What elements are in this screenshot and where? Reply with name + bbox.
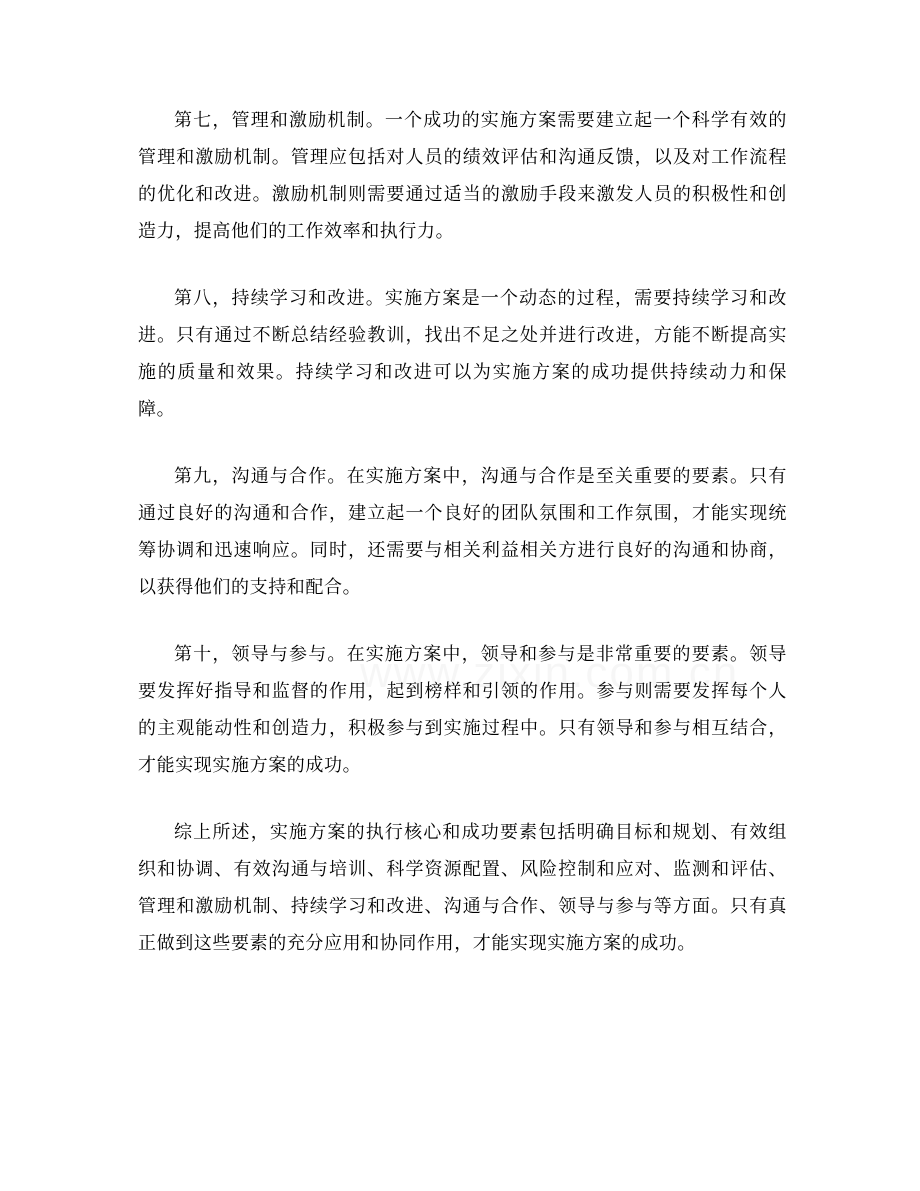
paragraph-summary: 综上所述，实施方案的执行核心和成功要素包括明确目标和规划、有效组织和协调、有效沟通与培训、科学资源配置、风险控制和应对、监测和评估、管理和激励机制、持续学习和改进、沟通与合作、领导与参与等方面。只有真正做到这些要素的充分应用和协同作用，才能实现实施方案的成功。 [138,822,787,954]
paragraph-9-communication-cooperation: 第九，沟通与合作。在实施方案中，沟通与合作是至关重要的要素。只有通过良好的沟通和合作，建立起一个良好的团队氛围和工作氛围，才能实现统筹协调和迅速响应。同时，还需要与相关利益相关方进行良好的沟通和协商，以获得他们的支持和配合。 [138,466,787,598]
paragraph-7-management-incentive: 第七，管理和激励机制。一个成功的实施方案需要建立起一个科学有效的管理和激励机制。管理应包括对人员的绩效评估和沟通反馈，以及对工作流程的优化和改进。激励机制则需要通过适当的激励手段来激发人员的积极性和创造力，提高他们的工作效率和执行力。 [138,110,787,242]
document-body [138,102,787,992]
paragraph-8-continuous-learning: 第八，持续学习和改进。实施方案是一个动态的过程，需要持续学习和改进。只有通过不断总结经验教训，找出不足之处并进行改进，方能不断提高实施的质量和效果。持续学习和改进可以为实施方案的成功提供持续动力和保障。 [138,288,787,420]
paragraph-10-leadership-participation: 第十，领导与参与。在实施方案中，领导和参与是非常重要的要素。领导要发挥好指导和监督的作用，起到榜样和引领的作用。参与则需要发挥每个人的主观能动性和创造力，积极参与到实施过程中。只有领导和参与相互结合，才能实现实施方案的成功。 [138,644,787,776]
